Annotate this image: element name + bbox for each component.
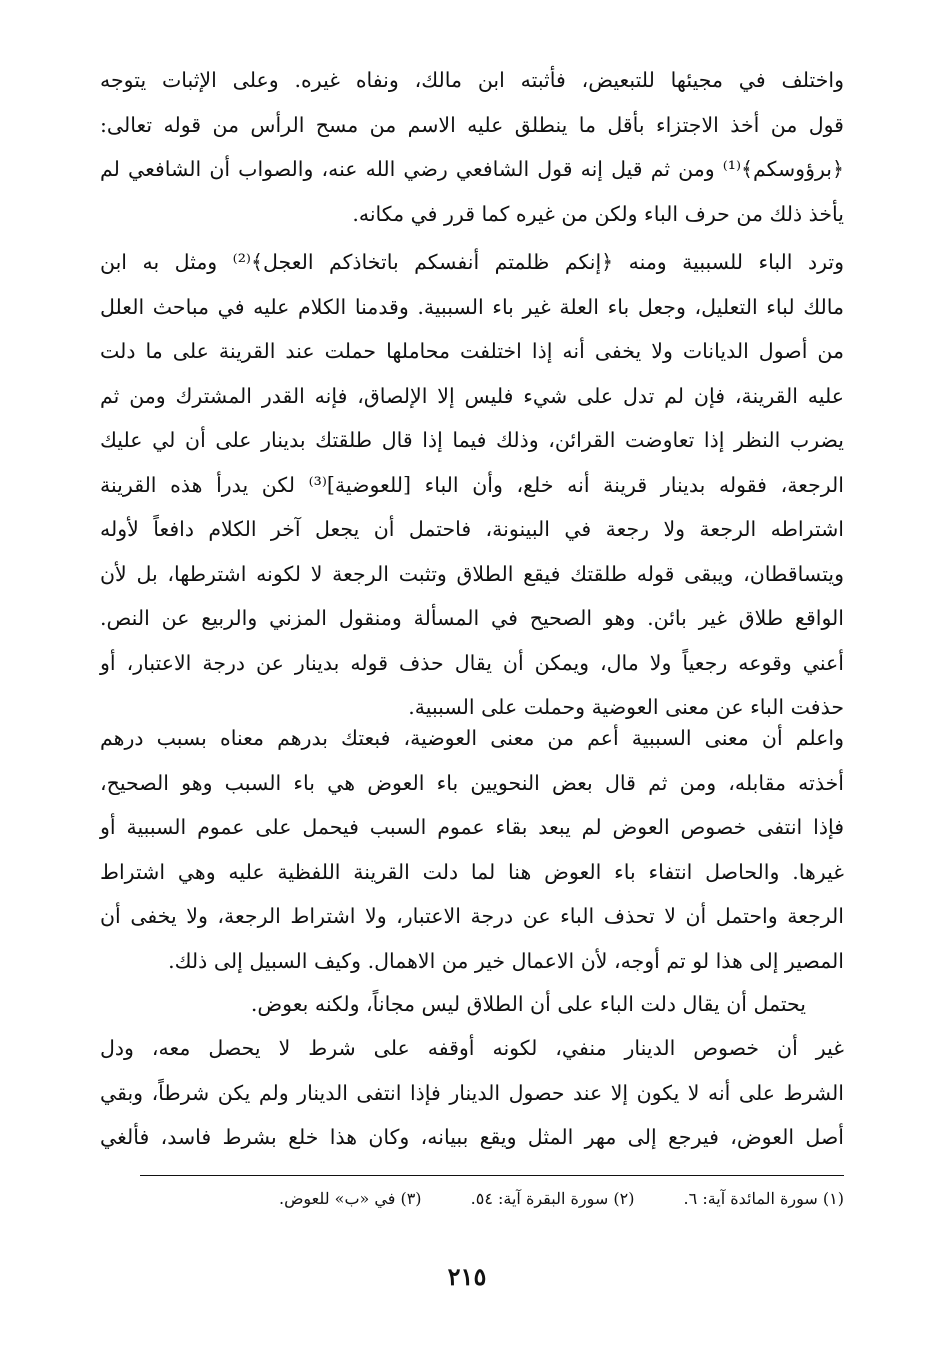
footnote: (٣) في «ب» للعوض.	[278, 1189, 422, 1208]
text-line: عليه القرينة، فإن لم تدل على شيء فليس إلا الإلصاق، فإنه القدر المشترك ومن ثم	[100, 383, 844, 408]
paragraph	[100, 58, 844, 236]
text-line: غير أن خصوص الدينار منفي، لكونه أوقفه على شرط لا يحصل معه، ودل	[100, 1036, 844, 1060]
footnote-divider	[140, 1175, 844, 1176]
text-line: الرجعة واحتمل أن لا تحذف الباء عن درجة الاعتبار، ولا اشتراط الرجعة، ولا يخفى أن	[100, 904, 844, 928]
text-line: حذفت الباء عن معنى العوضية وحملت على السببية.	[408, 695, 844, 719]
paragraph	[100, 716, 844, 983]
text-line: أعني وقوعه رجعياً ولا مال، ويمكن أن يقال حذف قوله بدينار عن درجة الاعتبار، أو	[100, 650, 844, 675]
text-line: الشرط على أنه لا يكون إلا عند حصول الدينار فإذا انتفى الدينار ولم يكن شرطاً، وبقي	[100, 1080, 844, 1105]
text-line: اشتراطه الرجعة ولا رجعة في البينونة، فاحتمل أن يجعل آخر الكلام دافعاً لأوله	[100, 517, 844, 541]
paragraph	[100, 240, 844, 730]
text-line: من أصول الديانات ولا يخفى أنه إذا اختلفت محاملها حملت عند القرينة على ما دلت	[100, 339, 844, 363]
text-line: الواقع طلاق غير بائن. وهو الصحيح في المسألة ومنقول المزني والربيع عن النص.	[100, 606, 844, 630]
page-number: ٢١٥	[447, 1262, 487, 1291]
text-line: مالك لباء التعليل، وجعل باء العلة غير باء السببية. وقدمنا الكلام عليه في مباحث العلل	[100, 294, 844, 319]
text-line: ويتساقطان، ويبقى قوله طلقتك فيقع الطلاق وتثبت الرجعة لا لكونه اشترطها، بل لأن	[100, 561, 844, 586]
text-line: غيرها. والحاصل انتفاء باء العوض هنا لما دلت القرينة اللفظية عليه وهي اشتراط	[100, 859, 844, 884]
text-line: وترد الباء للسببية ومنه ﴿إنكم ظلمتم أنفسكم باتخاذكم العجل﴾⁽²⁾ ومثل به ابن	[100, 250, 844, 274]
text-line: الرجعة، فقوله بدينار قرينة أنه خلع، وأن الباء [للعوضية]⁽³⁾ لكن يدرأ هذه القرينة	[100, 472, 844, 497]
text-line: يحتمل أن يقال دلت الباء على أن الطلاق ليس مجاناً، ولكنه بعوض.	[250, 992, 806, 1016]
text-line: قول من أخذ الاجتزاء بأقل ما ينطلق عليه الاسم من مسح الرأس من قوله تعالى:	[100, 112, 844, 137]
text-line: واختلف في مجيئها للتبعيض، فأثبته ابن مالك، ونفاه غيره. وعلى الإثبات يتوجه	[100, 68, 844, 92]
text-line: أصل العوض، فيرجع إلى مهر المثل ويقع ببيانه، وكان هذا خلع بشرط فاسد، فألغي	[100, 1125, 844, 1149]
text-line: المصير إلى هذا لو تم أوجه، لأن الاعمال خير من الاهمال. وكيف السبيل إلى ذلك.	[168, 948, 844, 973]
paragraph	[100, 1026, 844, 1160]
text-line: ﴿برؤوسكم﴾⁽¹⁾ ومن ثم قيل إنه قول الشافعي رضي الله عنه، والصواب أن الشافعي لم	[100, 157, 844, 181]
text-line: واعلم أن معنى السببية أعم من معنى العوضية، فبعتك بدرهم معناه بسبب درهم	[100, 726, 844, 750]
text-line: يأخذ ذلك من حرف الباء ولكن من غيره كما قرر في مكانه.	[352, 201, 844, 226]
footnote: (٢) سورة البقرة آية: ٥٤.	[470, 1189, 635, 1208]
text-line: أخذته مقابله، ومن ثم قال بعض النحويين باء العوض هي باء السبب وهو الصحيح،	[100, 770, 844, 795]
text-line: فإذا انتفى خصوص العوض لم يبعد بقاء عموم السبب فيحمل على عموم السببية أو	[100, 815, 844, 839]
footnote: (١) سورة المائدة آية: ٦.	[683, 1189, 844, 1208]
paragraph	[100, 982, 844, 1027]
text-line: يضرب النظر إذا تعاوضت القرائن، وذلك فيما إذا قال طلقتك بدينار على أن لي عليك	[100, 428, 844, 452]
footnotes	[90, 1186, 844, 1212]
